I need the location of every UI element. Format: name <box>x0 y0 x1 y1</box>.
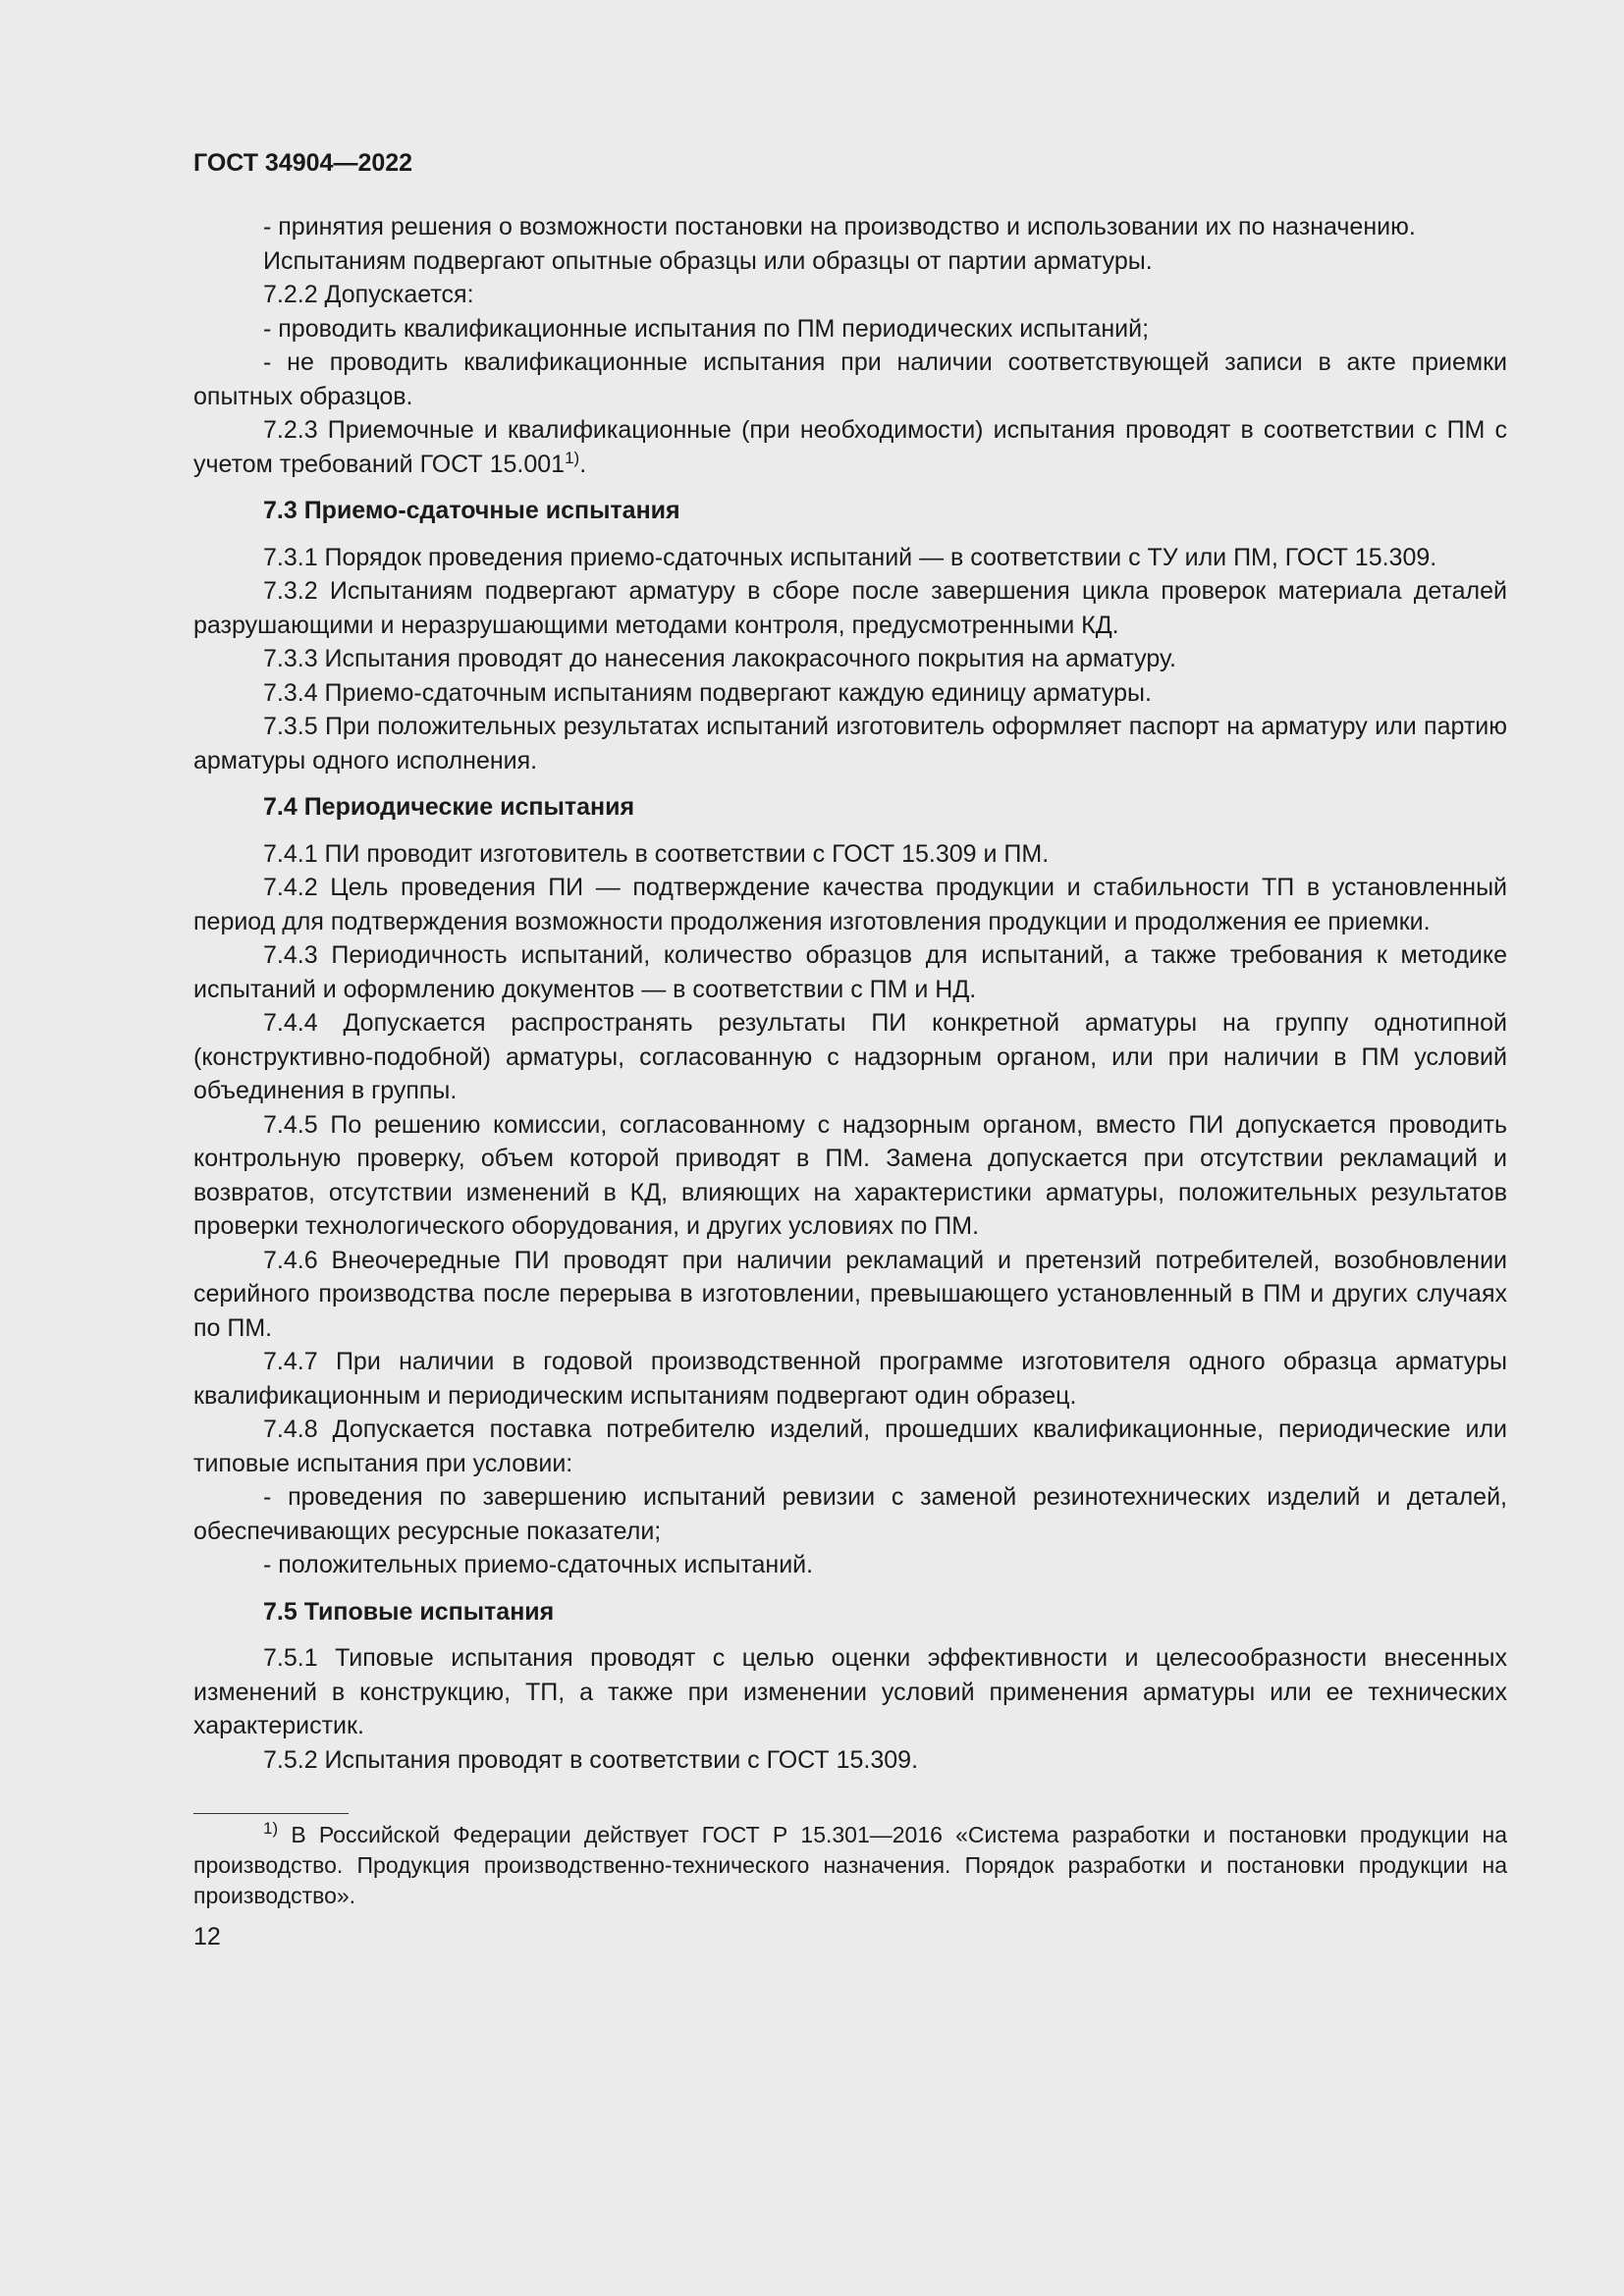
paragraph-7-4-8-item-2: - положительных приемо-сдаточных испытаний. <box>263 1551 814 1578</box>
paragraph-7-2-1-item: - принятия решения о возможности постановки на производство и использовании их по назначению. <box>263 213 1416 240</box>
paragraph-7-3-5: 7.3.5 При положительных результатах испытаний изготовитель оформляет паспорт на арматуру или партию арматуры одного исполнения. <box>193 713 1507 774</box>
paragraph-7-4-3: 7.4.3 Периодичность испытаний, количество образцов для испытаний, а также требования к методике испытаний и оформлению документов — в соответствии с ПМ и НД. <box>193 941 1507 1003</box>
paragraph-7-3-4: 7.3.4 Приемо-сдаточным испытаниям подвергают каждую единицу арматуры. <box>263 678 1152 707</box>
paragraph-7-4-5: 7.4.5 По решению комиссии, согласованному с надзорным органом, вместо ПИ допускается проводить контрольную проверку, объем которой приводят в ПМ. Замена допускается при отсутствии рекламаций и возвратов, отсутствии изменений в КД, влияющих на характеристики арматуры, положительных результатов проверки технологического оборудования, и других условиях по ПМ. <box>193 1110 1507 1240</box>
paragraph-7-2-3-text: 7.2.3 Приемочные и квалификационные (при необходимости) испытания проводят в соответствии с ПМ с учетом требований ГОСТ 15.001 <box>193 416 1507 478</box>
paragraph-7-5-2: 7.5.2 Испытания проводят в соответствии с ГОСТ 15.309. <box>263 1745 919 1774</box>
paragraph-7-2-2-item-1: - проводить квалификационные испытания по ПМ периодических испытаний; <box>263 314 1150 343</box>
section-heading-7-5: 7.5 Типовые испытания <box>263 1597 555 1626</box>
paragraph-7-3-3: 7.3.3 Испытания проводят до нанесения лакокрасочного покрытия на арматуру. <box>263 645 1176 672</box>
footnote-ref: 1) <box>565 448 580 467</box>
footnote-text: В Российской Федерации действует ГОСТ Р 15.301—2016 «Система разработки и постановки продукции на производство. Продукция производственно-технического назначения. Порядок разработки и постановки продукции на производство». <box>193 1822 1507 1908</box>
paragraph-7-4-7: 7.4.7 При наличии в годовой производственной программе изготовителя одного образца арматуры квалификационным и периодическим испытаниям подвергают один образец. <box>193 1348 1507 1410</box>
footnote-mark: 1) <box>263 1819 279 1838</box>
paragraph-7-4-4: 7.4.4 Допускается распространять результаты ПИ конкретной арматуры на группу однотипной (конструктивно-подобной) арматуры, согласованную с надзорным органом, или при наличии в ПМ условий объединения в группы. <box>193 1009 1507 1104</box>
footnote-divider <box>193 1813 349 1814</box>
document-header: ГОСТ 34904—2022 <box>193 149 413 177</box>
paragraph-7-4-8-item-1: - проведения по завершению испытаний ревизии с заменой резинотехнических изделий и деталей, обеспечивающих ресурсные показатели; <box>193 1483 1507 1545</box>
footnote <box>193 1820 1507 1911</box>
document-page <box>193 147 1507 1952</box>
paragraph-7-2-2: 7.2.2 Допускается: <box>263 281 474 308</box>
paragraph-7-3-2: 7.3.2 Испытаниям подвергают арматуру в сборе после завершения цикла проверок материала деталей разрушающими и неразрушающими методами контроля, предусмотренными КД. <box>193 577 1507 639</box>
paragraph-7-4-8: 7.4.8 Допускается поставка потребителю изделий, прошедших квалификационные, периодические или типовые испытания при условии: <box>193 1415 1507 1477</box>
section-heading-7-4: 7.4 Периодические испытания <box>263 793 635 821</box>
paragraph-7-4-2: 7.4.2 Цель проведения ПИ — подтверждение качества продукции и стабильности ТП в установленный период для подтверждения возможности продолжения изготовления продукции и продолжения ее приемки. <box>193 874 1507 935</box>
paragraph-7-2-3-end: . <box>579 450 587 478</box>
paragraph-7-4-1: 7.4.1 ПИ проводит изготовитель в соответствии с ГОСТ 15.309 и ПМ. <box>263 839 1050 868</box>
paragraph-7-4-6: 7.4.6 Внеочередные ПИ проводят при наличии рекламаций и претензий потребителей, возобновлении серийного производства после перерыва в изготовлении, превышающего установленный в ПМ и других случаях по ПМ. <box>193 1246 1507 1342</box>
section-heading-7-3: 7.3 Приемо-сдаточные испытания <box>263 497 680 524</box>
paragraph-7-5-1: 7.5.1 Типовые испытания проводят с целью оценки эффективности и целесообразности внесенных изменений в конструкцию, ТП, а также при изменении условий применения арматуры или ее технических характеристик. <box>193 1644 1507 1739</box>
paragraph-7-2-3 <box>193 413 1507 481</box>
paragraph-7-3-1: 7.3.1 Порядок проведения приемо-сдаточных испытаний — в соответствии с ТУ или ПМ, ГОСТ 15.309. <box>263 543 1437 571</box>
paragraph-samples: Испытаниям подвергают опытные образцы или образцы от партии арматуры. <box>263 246 1153 275</box>
paragraph-7-2-2-item-2: - не проводить квалификационные испытания при наличии соответствующей записи в акте приемки опытных образцов. <box>193 348 1507 410</box>
page-number: 12 <box>193 1923 221 1950</box>
